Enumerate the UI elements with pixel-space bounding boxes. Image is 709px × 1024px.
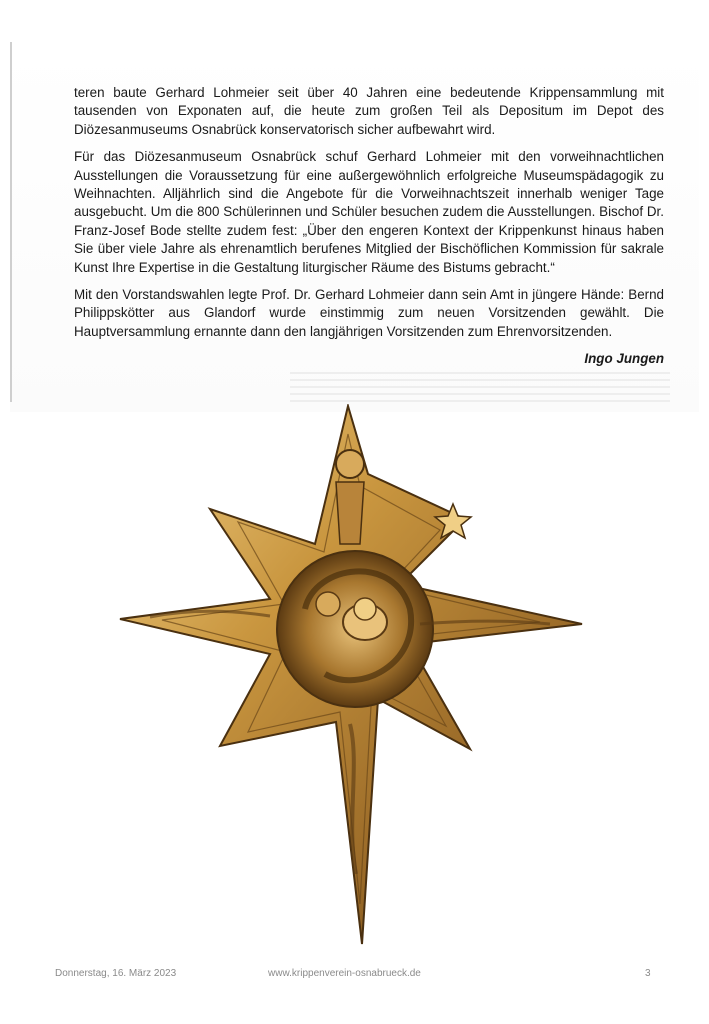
paragraph-3: Mit den Vorstandswahlen legte Prof. Dr. Gerhard Lohmeier dann sein Amt in jüngere Hände: Bernd Philippskötter aus Glandorf wurde einstimmig zum neuen Vorsitzenden gewählt. Die Hauptversammlung ernannte dann den langjährigen Vorsitzenden zum Ehrenvorsitzenden. [74, 287, 664, 339]
article-text [74, 84, 664, 378]
angel-figure [336, 450, 364, 478]
paragraph-1: teren baute Gerhard Lohmeier seit über 40 Jahren eine bedeutende Krippensammlung mit tausenden von Exponaten auf, die heute zum großen Teil als Depositum im Depot des Diözesanmuseums Osnabrück konservatorisch sicher aufbewahrt wird. [74, 85, 664, 137]
child-head [354, 598, 376, 620]
footer-website: www.krippenverein-osnabrueck.de [268, 968, 421, 979]
paragraph-2: Für das Diözesanmuseum Osnabrück schuf Gerhard Lohmeier mit den vorweihnachtlichen Ausstellungen die Voraussetzung für eine außergewöhnlich erfolgreiche Museumspädagogik zu Weihnachten. Alljährlich sind die Angebote für die Vorweihnachtszeit innerhalb weniger Tage ausgebucht. Um die 800 Schülerinnen und Schüler besuchen zudem die Ausstellungen. Bischof Dr. Franz-Josef Bode stellte zudem fest: „Über den engeren Kontext der Krippenkunst hinaus haben Sie über viele Jahre als ehrenamtlich berufenes Mitglied der Bischöflichen Kommission für sakrale Kunst Ihre Expertise in die Gestaltung liturgischer Räume des Bistums gebracht.“ [74, 149, 664, 275]
bleed-through-text [290, 372, 670, 402]
footer-date: Donnerstag, 16. März 2023 [55, 968, 177, 979]
author-signature: Ingo Jungen [584, 351, 664, 367]
footer-page-number: 3 [645, 968, 651, 979]
mary-head [316, 592, 340, 616]
bronze-star-image [110, 404, 590, 949]
angel-robe [336, 482, 364, 544]
scan-edge-shadow [10, 42, 12, 402]
bronze-star-svg [110, 404, 590, 949]
